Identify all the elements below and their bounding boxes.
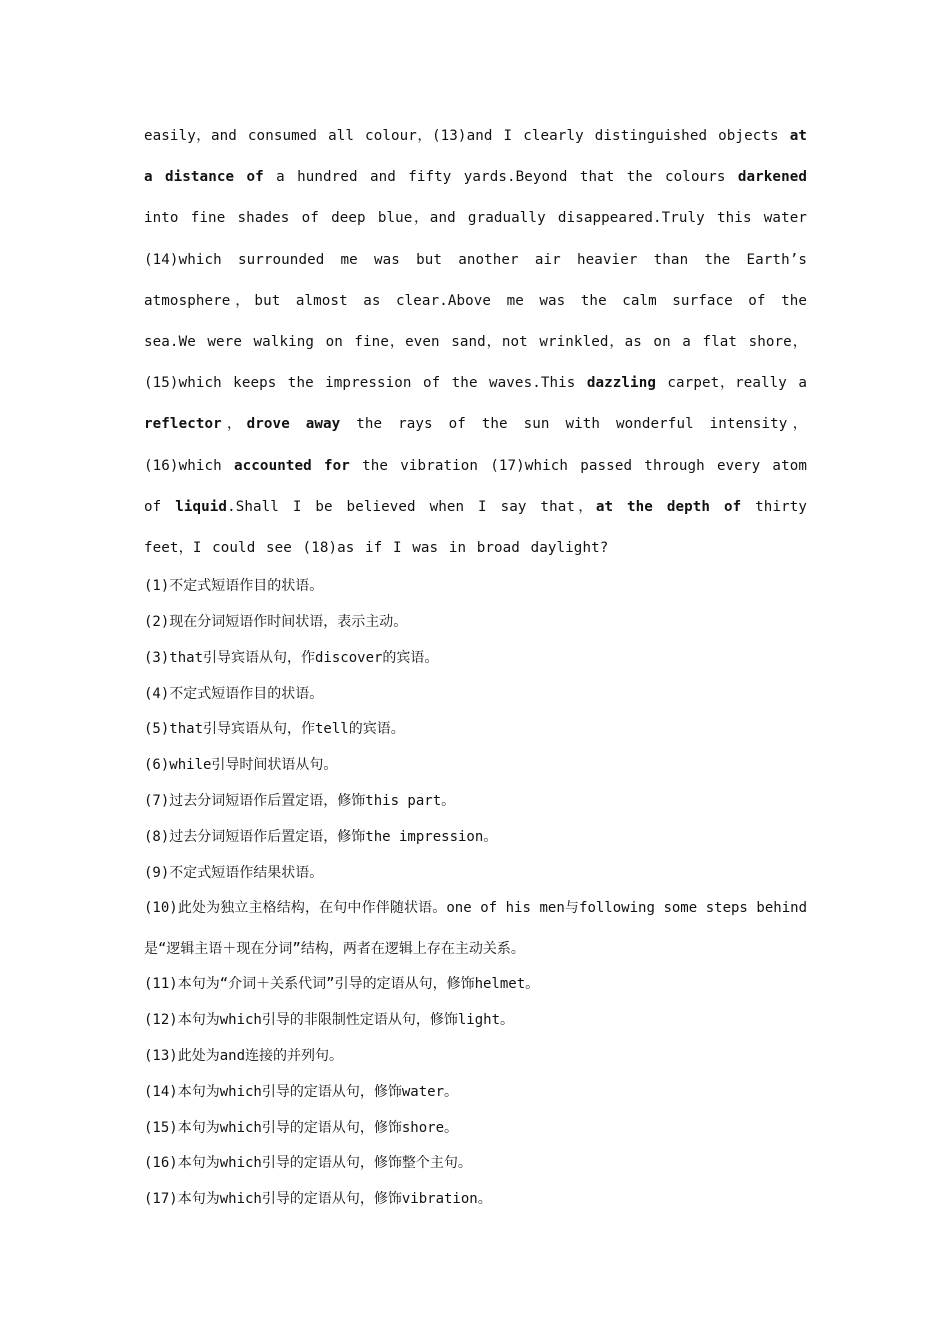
key-phrase: dazzling bbox=[586, 375, 656, 392]
passage-text: carpet，really a bbox=[655, 375, 807, 392]
passage-text: the rays of the sun with wonderful intensity，(16)which bbox=[144, 416, 807, 474]
note-12: (12)本句为which引导的非限制性定语从句，修饰light。 bbox=[144, 1012, 515, 1029]
annotation-notes bbox=[144, 569, 807, 1218]
passage-text: thirty feet，I could see (18)as if I was in broad daylight? bbox=[144, 498, 808, 557]
passage-text: .Shall I be believed when I say that， bbox=[227, 498, 596, 515]
note-7: (7)过去分词短语作后置定语，修饰this part。 bbox=[144, 793, 456, 810]
note-17: (17)本句为which引导的定语从句，修饰vibration。 bbox=[144, 1191, 492, 1208]
note-14: (14)本句为which引导的定语从句，修饰water。 bbox=[144, 1083, 459, 1100]
note-3: (3)that引导宾语从句，作discover的宾语。 bbox=[144, 649, 439, 666]
note-10: (10)此处为独立主格结构，在句中作伴随状语。one of his men与following some steps behind是“逻辑主语＋现在分词”结构，两者在逻辑上存在主动关系。 bbox=[144, 900, 807, 958]
key-phrase: drove away bbox=[246, 416, 341, 433]
note-5: (5)that引导宾语从句，作tell的宾语。 bbox=[144, 721, 405, 738]
note-16: (16)本句为which引导的定语从句，修饰整个主句。 bbox=[144, 1155, 472, 1172]
key-phrase: liquid bbox=[175, 498, 228, 515]
key-phrase: at a distance of bbox=[144, 128, 807, 186]
note-8: (8)过去分词短语作后置定语，修饰the impression。 bbox=[144, 828, 498, 845]
key-phrase: darkened bbox=[737, 169, 807, 186]
passage-paragraph bbox=[144, 116, 807, 569]
note-4: (4)不定式短语作目的状语。 bbox=[144, 685, 324, 702]
note-6: (6)while引导时间状语从句。 bbox=[144, 757, 338, 774]
passage-text: a hundred and fifty yards.Beyond that the colours bbox=[263, 169, 738, 186]
note-1: (1)不定式短语作目的状语。 bbox=[144, 578, 324, 595]
passage-text: ， bbox=[221, 416, 247, 433]
passage-text: into fine shades of deep blue，and gradually disappeared.Truly this water (14)which surrounded me was but another air heavier than the Earth’s atmosphere，but almost as clear.Above me was the calm surface of the sea.We were walking on fine，even sand，not wrinkled，as on a flat shore，(15)which keeps the impression of the waves.This bbox=[144, 210, 807, 392]
passage-text: easily，and consumed all colour，(13)and I clearly distinguished objects bbox=[144, 128, 790, 144]
note-15: (15)本句为which引导的定语从句，修饰shore。 bbox=[144, 1119, 459, 1136]
note-13: (13)此处为and连接的并列句。 bbox=[144, 1048, 344, 1064]
key-phrase: reflector bbox=[144, 416, 222, 433]
note-9: (9)不定式短语作结果状语。 bbox=[144, 864, 324, 881]
document-page bbox=[144, 116, 807, 1218]
note-11: (11)本句为“介词＋关系代词”引导的定语从句，修饰helmet。 bbox=[144, 976, 540, 993]
key-phrase: at the depth of bbox=[595, 498, 742, 515]
note-2: (2)现在分词短语作时间状语，表示主动。 bbox=[144, 614, 408, 631]
key-phrase: accounted for bbox=[234, 457, 350, 474]
passage-text: the vibration (17)which passed through every atom of bbox=[144, 457, 807, 515]
